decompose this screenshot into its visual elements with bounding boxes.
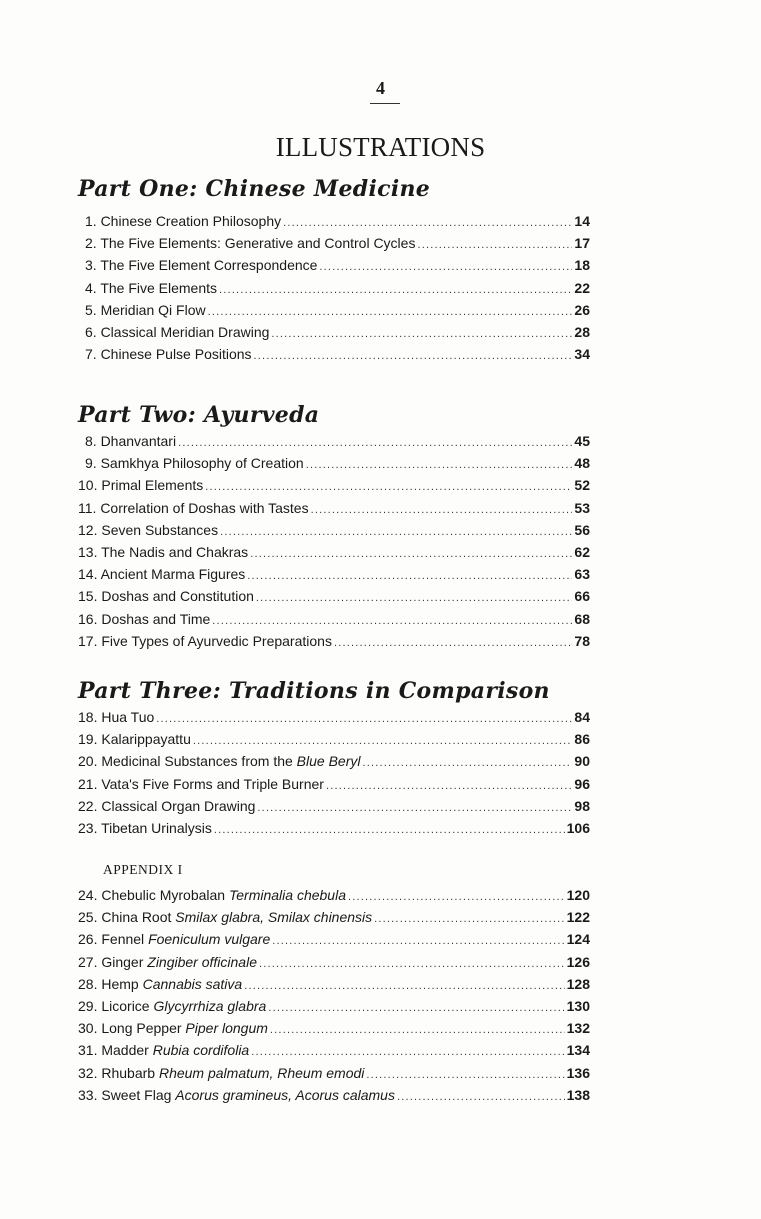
- toc-entry-label: 2. The Five Elements: Generative and Control Cycles: [85, 235, 416, 252]
- toc-entry: [78, 973, 590, 995]
- toc-entry-label: 23. Tibetan Urinalysis: [78, 819, 212, 836]
- toc-entry: [78, 1039, 590, 1061]
- page-number: 4: [376, 78, 385, 98]
- toc-entry: [78, 1084, 590, 1106]
- part-two-heading: Part Two: Ayurveda: [78, 402, 320, 428]
- toc-entry-label: 21. Vata's Five Forms and Triple Burner: [78, 775, 324, 792]
- toc-entry: [78, 750, 590, 772]
- toc-entry-page: 28: [574, 323, 590, 340]
- dot-leader: [250, 543, 572, 565]
- toc-entry-label: 32. Rhubarb Rheum palmatum, Rheum emodi: [78, 1064, 365, 1081]
- dot-leader: [270, 1019, 565, 1041]
- page-title: ILLUSTRATIONS: [275, 132, 486, 162]
- toc-entry-label: 5. Meridian Qi Flow: [85, 301, 206, 318]
- toc-entry: [78, 474, 590, 496]
- toc-entry: [78, 452, 590, 474]
- dot-leader: [256, 587, 573, 609]
- toc-entry-page: 63: [574, 566, 590, 583]
- dot-leader: [334, 632, 572, 654]
- toc-entry-page: 45: [574, 433, 590, 449]
- toc-entry: [78, 884, 590, 906]
- toc-entry-page: 90: [574, 753, 590, 770]
- dot-leader: [362, 752, 572, 774]
- toc-entry: [78, 497, 590, 519]
- toc-entry-label: 28. Hemp Cannabis sativa: [78, 975, 243, 992]
- toc-entry-label: 4. The Five Elements: [85, 279, 218, 296]
- toc-entry-label: 1. Chinese Creation Philosophy: [85, 213, 282, 229]
- part-three-heading: Part Three: Traditions in Comparison: [78, 678, 550, 704]
- dot-leader: [348, 886, 565, 908]
- dot-leader: [156, 708, 572, 730]
- toc-entry: [78, 817, 590, 839]
- toc-entry-label: 33. Sweet Flag Acorus gramineus, Acorus calamus: [78, 1086, 395, 1103]
- toc-entry: [78, 795, 590, 817]
- toc-entry: [78, 728, 590, 750]
- part-two-list: [78, 430, 590, 652]
- dot-leader: [417, 234, 572, 256]
- toc-entry-page: 26: [574, 301, 590, 318]
- part-three-list: [78, 706, 590, 839]
- toc-entry-page: 106: [566, 819, 590, 836]
- toc-entry-label: 25. China Root Smilax glabra, Smilax chinensis: [78, 909, 373, 926]
- dot-leader: [178, 432, 572, 454]
- toc-entry: [78, 608, 590, 630]
- toc-entry-italic: Rheum palmatum, Rheum emodi: [158, 1064, 365, 1081]
- dot-leader: [311, 499, 573, 521]
- dot-leader: [257, 797, 572, 819]
- toc-entry-page: 22: [574, 279, 590, 296]
- dot-leader: [283, 212, 572, 234]
- dot-leader: [220, 521, 572, 543]
- dot-leader: [366, 1064, 564, 1086]
- dot-leader: [244, 975, 564, 997]
- toc-entry-page: 122: [566, 909, 590, 926]
- toc-entry: [78, 773, 590, 795]
- dot-leader: [254, 345, 573, 367]
- toc-entry: [78, 906, 590, 928]
- toc-entry: [78, 430, 590, 452]
- dot-leader: [306, 454, 573, 476]
- dot-leader: [214, 819, 565, 841]
- dot-leader: [259, 953, 565, 975]
- toc-entry-italic: Cannabis sativa: [142, 975, 243, 992]
- toc-entry-page: 53: [574, 499, 590, 516]
- toc-entry: [78, 706, 590, 728]
- dot-leader: [208, 301, 573, 323]
- toc-entry: [78, 1017, 590, 1039]
- toc-entry-page: 132: [566, 1020, 590, 1037]
- toc-entry: [78, 232, 590, 254]
- dot-leader: [251, 1041, 564, 1063]
- toc-entry-label: 18. Hua Tuo: [78, 709, 155, 725]
- toc-entry: [78, 995, 590, 1017]
- toc-entry-page: 134: [566, 1042, 590, 1059]
- toc-entry-label: 12. Seven Substances: [78, 521, 219, 538]
- toc-entry: [78, 585, 590, 607]
- toc-entry-label: 15. Doshas and Constitution: [78, 588, 254, 605]
- toc-entry-italic: Piper longum: [185, 1020, 268, 1037]
- toc-entry-page: 126: [566, 953, 590, 970]
- page-number-rule: [370, 103, 400, 104]
- appendix-heading: APPENDIX I: [103, 862, 183, 877]
- toc-entry-label: 13. The Nadis and Chakras: [78, 543, 249, 560]
- toc-entry-italic: Terminalia chebula: [228, 887, 346, 903]
- toc-entry: [78, 630, 590, 652]
- dot-leader: [205, 476, 572, 498]
- toc-entry-italic: Acorus gramineus, Acorus calamus: [175, 1086, 395, 1103]
- toc-entry-page: 124: [566, 931, 590, 948]
- toc-entry-italic: Glycyrrhiza glabra: [153, 997, 267, 1014]
- toc-entry-page: 120: [566, 887, 590, 903]
- toc-entry-label: 14. Ancient Marma Figures: [78, 566, 246, 583]
- toc-entry-page: 138: [566, 1086, 590, 1103]
- toc-entry-label: 6. Classical Meridian Drawing: [85, 323, 270, 340]
- dot-leader: [326, 775, 572, 797]
- dot-leader: [397, 1086, 565, 1108]
- toc-entry-page: 128: [566, 975, 590, 992]
- toc-entry-label: 17. Five Types of Ayurvedic Preparations: [78, 632, 332, 649]
- toc-entry-page: 136: [566, 1064, 590, 1081]
- toc-entry: [78, 563, 590, 585]
- toc-entry-page: 18: [574, 257, 590, 274]
- dot-leader: [271, 323, 572, 345]
- dot-leader: [272, 930, 564, 952]
- toc-entry-label: 19. Kalarippayattu: [78, 731, 191, 748]
- toc-entry-page: 68: [574, 610, 590, 627]
- toc-entry-italic: Zingiber officinale: [147, 953, 257, 970]
- toc-entry-label: 29. Licorice Glycyrrhiza glabra: [78, 997, 267, 1014]
- toc-entry: [78, 210, 590, 232]
- toc-entry-page: 34: [574, 346, 590, 363]
- toc-entry-italic: Blue Beryl: [296, 753, 361, 770]
- dot-leader: [319, 256, 572, 278]
- toc-entry: [78, 951, 590, 973]
- dot-leader: [212, 610, 572, 632]
- dot-leader: [268, 997, 564, 1019]
- toc-entry: [78, 321, 590, 343]
- part-one-list: [78, 210, 590, 365]
- toc-entry-page: 48: [574, 455, 590, 472]
- toc-entry-label: 11. Correlation of Doshas with Tastes: [78, 499, 309, 516]
- toc-entry: [78, 277, 590, 299]
- toc-entry-label: 22. Classical Organ Drawing: [78, 797, 256, 814]
- toc-entry-page: 17: [574, 235, 590, 252]
- toc-entry-italic: Smilax glabra, Smilax chinensis: [175, 909, 373, 926]
- toc-entry-italic: Foeniculum vulgare: [148, 931, 271, 948]
- toc-entry-page: 78: [574, 632, 590, 649]
- toc-entry-label: 20. Medicinal Substances from the Blue Beryl: [78, 753, 361, 770]
- dot-leader: [247, 565, 572, 587]
- toc-entry-page: 96: [574, 775, 590, 792]
- toc-entry: [78, 541, 590, 563]
- toc-entry-label: 30. Long Pepper Piper longum: [78, 1020, 268, 1037]
- toc-entry-label: 16. Doshas and Time: [78, 610, 211, 627]
- toc-entry: [78, 1062, 590, 1084]
- toc-entry-label: 3. The Five Element Correspondence: [85, 257, 318, 274]
- toc-entry-page: 66: [574, 588, 590, 605]
- toc-entry-page: 130: [566, 997, 590, 1014]
- toc-entry-page: 52: [574, 477, 590, 494]
- toc-entry: [78, 254, 590, 276]
- toc-entry-label: 9. Samkhya Philosophy of Creation: [85, 455, 304, 472]
- toc-entry-label: 27. Ginger Zingiber officinale: [78, 953, 257, 970]
- toc-entry: [78, 343, 590, 365]
- toc-entry-page: 14: [574, 213, 590, 229]
- toc-entry-page: 84: [574, 709, 590, 725]
- toc-entry-label: 8. Dhanvantari: [85, 433, 177, 449]
- part-one-heading: Part One: Chinese Medicine: [78, 176, 431, 202]
- toc-entry-page: 56: [574, 521, 590, 538]
- toc-entry-page: 98: [574, 797, 590, 814]
- toc-entry: [78, 519, 590, 541]
- toc-entry-label: 31. Madder Rubia cordifolia: [78, 1042, 250, 1059]
- toc-entry-label: 7. Chinese Pulse Positions: [85, 346, 252, 363]
- dot-leader: [219, 279, 572, 301]
- toc-entry-italic: Rubia cordifolia: [152, 1042, 250, 1059]
- toc-entry-page: 62: [574, 543, 590, 560]
- toc-entry-label: 24. Chebulic Myrobalan Terminalia chebula: [78, 887, 346, 903]
- toc-entry: [78, 299, 590, 321]
- dot-leader: [374, 908, 564, 930]
- toc-entry-label: 26. Fennel Foeniculum vulgare: [78, 931, 271, 948]
- toc-entry-page: 86: [574, 731, 590, 748]
- toc-entry-label: 10. Primal Elements: [78, 477, 204, 494]
- dot-leader: [193, 730, 573, 752]
- appendix-list: [78, 884, 590, 1106]
- toc-entry: [78, 928, 590, 950]
